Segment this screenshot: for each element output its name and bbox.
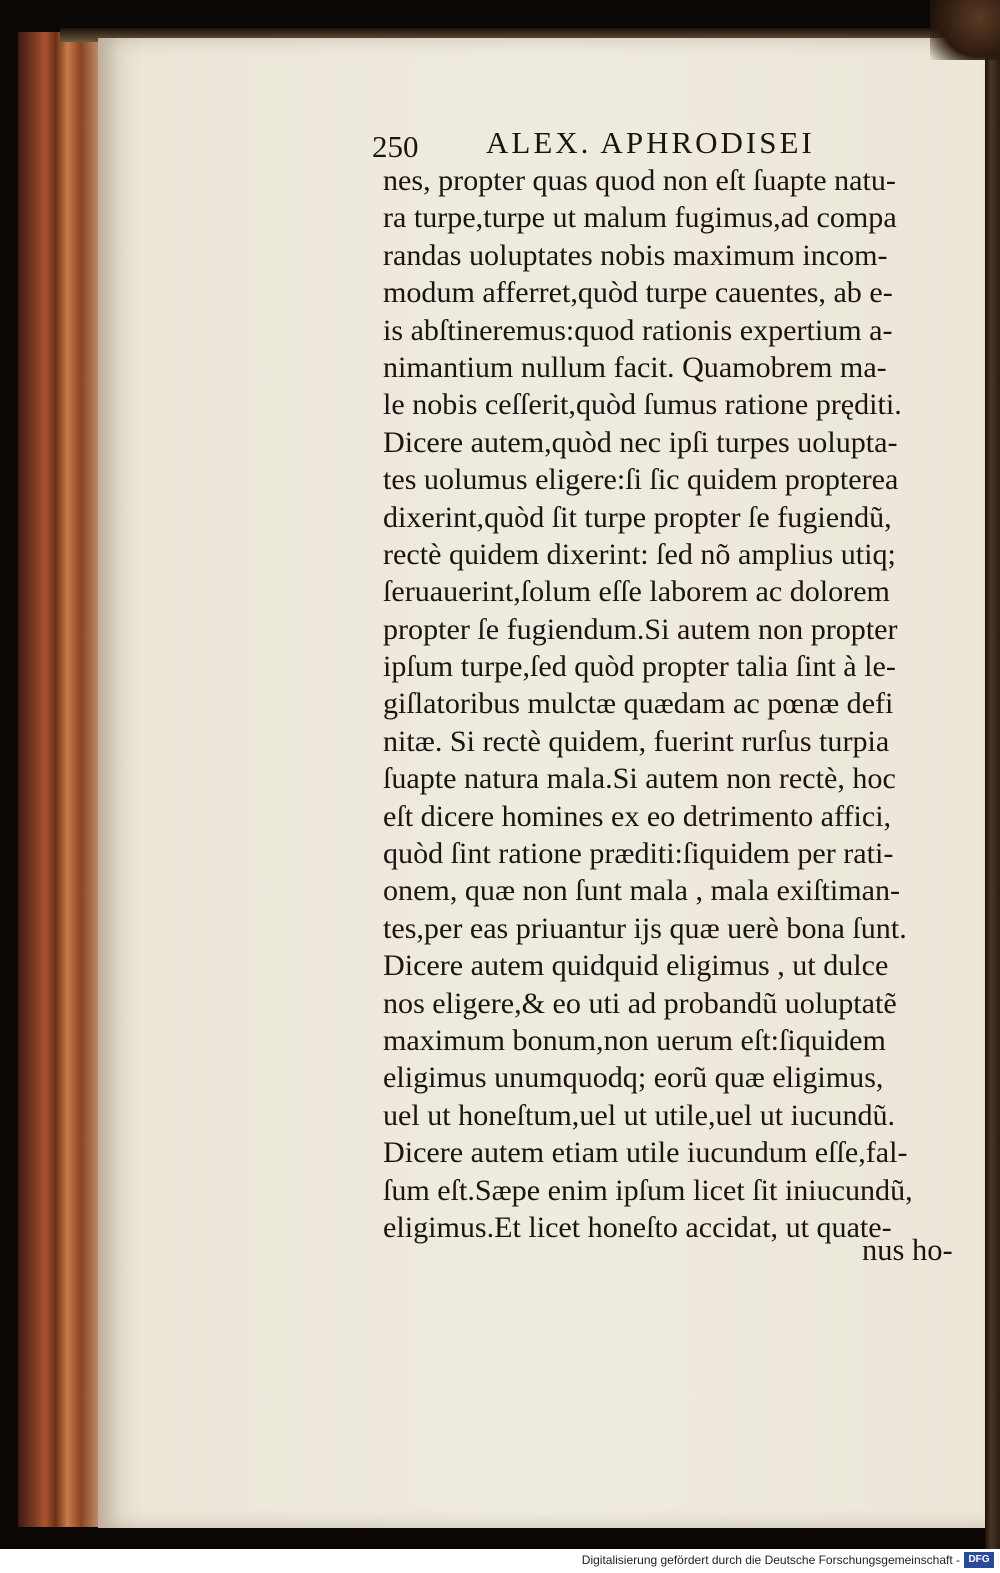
text-line: giſlatoribus mulctæ quædam ac pœnæ defi — [383, 686, 894, 721]
text-line: ſum eſt.Sæpe enim ipſum licet ſit iniucundũ, — [383, 1172, 913, 1207]
footer-bar — [0, 1549, 1000, 1573]
text-line: modum afferret,quòd turpe cauentes, ab e- — [383, 275, 893, 310]
text-line: ſeruauerint,ſolum eſſe laborem ac dolorem — [383, 574, 890, 609]
page-number: 250 — [372, 129, 419, 164]
text-line: rectè quidem dixerint: ſed nõ amplius utiq; — [383, 536, 896, 571]
text-line: onem, quæ non ſunt mala , mala exiſtiman- — [383, 873, 901, 908]
text-line: ipſum turpe,ſed quòd propter talia ſint à le- — [383, 649, 896, 684]
text-line: nitæ. Si rectè quidem, fuerint rurſus turpia — [383, 723, 890, 758]
text-line: maximum bonum,non uerum eſt:ſiquidem — [383, 1022, 886, 1057]
text-line: ſuapte natura mala.Si autem non rectè, hoc — [383, 761, 896, 796]
text-line: dixerint,quòd ſit turpe propter ſe fugiendũ, — [383, 499, 892, 534]
text-line: randas uoluptates nobis maximum incom- — [383, 237, 888, 272]
text-line: Dicere autem quidquid eligimus , ut dulce — [383, 948, 889, 983]
book-edge-right — [985, 0, 1000, 1573]
body-text — [383, 162, 983, 1246]
funding-credit: Digitalisierung gefördert durch die Deutsche Forschungsgemeinschaft - — [581, 1553, 960, 1567]
text-line: le nobis ceſſerit,quòd ſumus ratione pręditi. — [383, 387, 902, 422]
text-line: nimantium nullum facit. Quamobrem ma- — [383, 349, 887, 384]
text-line: ra turpe,turpe ut malum fugimus,ad compa — [383, 200, 897, 235]
text-line: quòd ſint ratione præditi:ſiquidem per rati- — [383, 836, 894, 871]
text-line: nes, propter quas quod non eſt ſuapte natu- — [383, 163, 896, 197]
dfg-logo-icon: DFG — [964, 1552, 994, 1568]
catchword: nus ho- — [862, 1233, 953, 1267]
text-line: eſt dicere homines ex eo detrimento affici, — [383, 798, 892, 833]
text-line: propter ſe fugiendum.Si autem non propter — [383, 611, 898, 646]
text-line: Dicere autem etiam utile iucundum eſſe,fal- — [383, 1135, 908, 1170]
text-line: nos eligere,& eo uti ad probandũ uoluptatẽ — [383, 985, 897, 1020]
text-line: tes uolumus eligere:ſi ſic quidem propterea — [383, 462, 899, 497]
text-line: uel ut honeſtum,uel ut utile,uel ut iucundũ. — [383, 1097, 896, 1132]
text-line: tes,per eas priuantur ijs quæ uerè bona ſunt. — [383, 910, 907, 945]
text-line: eligimus unumquodq; eorũ quæ eligimus, — [383, 1060, 884, 1095]
corner-stain — [930, 0, 1000, 60]
book-edge-left — [18, 32, 108, 1527]
text-line: Dicere autem,quòd nec ipſi turpes uolupta- — [383, 424, 898, 459]
text-line: eligimus.Et licet honeſto accidat, ut quate- — [383, 1209, 892, 1244]
text-line: is abſtineremus:quod rationis expertium a- — [383, 312, 893, 347]
running-head: ALEX. APHRODISEI — [486, 125, 815, 160]
